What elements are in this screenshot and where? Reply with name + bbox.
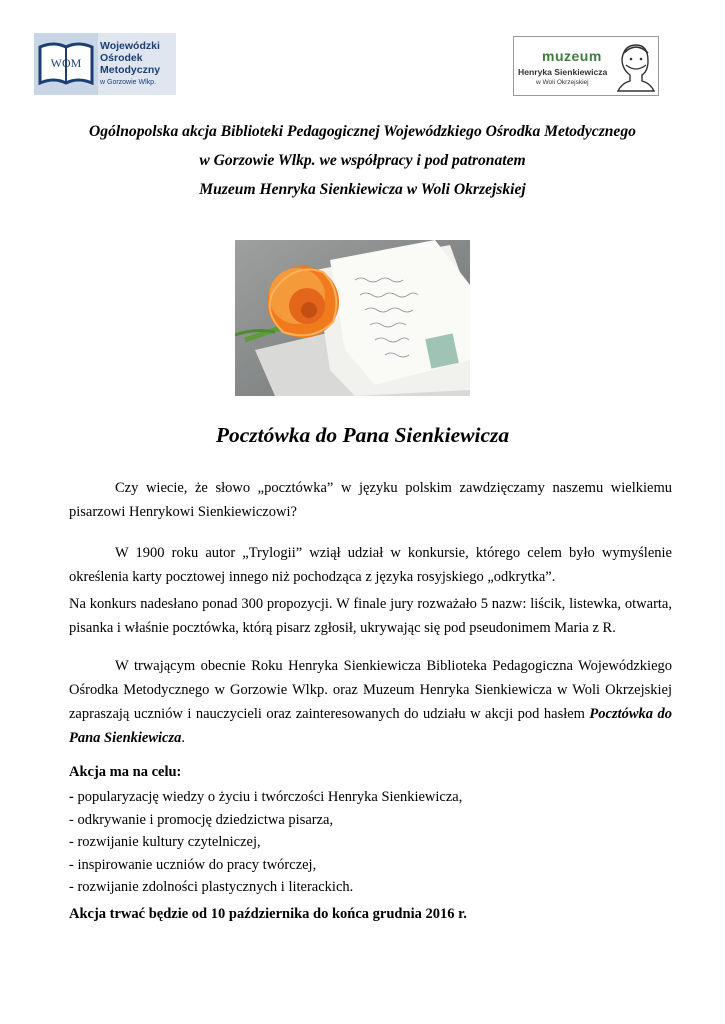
muzeum-city: w Woli Okrzejskiej [536, 79, 589, 86]
list-item: - inspirowanie uczniów do pracy twórczej, [69, 856, 317, 873]
list-item: - odkrywanie i promocję dziedzictwa pisarza, [69, 811, 334, 828]
muzeum-logo [513, 36, 659, 96]
invitation-end: . [181, 730, 186, 746]
wom-name-line: Wojewódzki [100, 40, 160, 52]
list-item [69, 786, 462, 809]
header-line: w Gorzowie Wlkp. we współpracy i pod patronatem [199, 152, 526, 169]
portrait-icon [612, 39, 656, 93]
header-line: Muzeum Henryka Sienkiewicza w Woli Okrzejskiej [199, 181, 526, 198]
postcard-flower-photo [235, 240, 470, 396]
campaign-name: Pocztówka do Pana Sienkiewicza [69, 706, 672, 746]
wom-name-line: Ośrodek [100, 52, 143, 64]
wom-logo [34, 33, 176, 95]
list-item: - rozwijanie kultury czytelniczej, [69, 834, 261, 850]
paragraph-intro: Czy wiecie, że słowo „pocztówka” w języku polskim zawdzięczamy naszemu wielkiemu pisarzowi Henrykowi Sienkiewiczowi? [69, 480, 672, 520]
paragraph-invitation [69, 654, 672, 750]
wom-name [100, 40, 176, 76]
header [40, 117, 685, 204]
list-item-text: popularyzację wiedzy o życiu i twórczości Henryka Sienkiewicza, [73, 789, 463, 805]
invitation-text: W trwającym obecnie Roku Henryka Sienkiewicza Biblioteka Pedagogiczna Wojewódzkiego Ośrodka Metodycznego w Gorzowie Wlkp. oraz Muzeum Henryka Sienkiewicza w Woli Okrzejskiej zapraszają uczniów i nauczycieli oraz zainteresowanych do udziału w akcji pod hasłem [69, 658, 672, 722]
goals-heading: Akcja ma na celu: [69, 764, 182, 780]
paragraph-contest: Na konkurs nadesłano ponad 300 propozycji. W finale jury rozważało 5 nazw: liścik, listewka, otwarta, pisanka i właśnie pocztówka, którą pisarz zgłosił, ukrywając się pod pseudonimem Maria z R. [69, 596, 672, 636]
list-item: - rozwijanie zdolności plastycznych i literackich. [69, 879, 354, 895]
header-line: Ogólnopolska akcja Biblioteki Pedagogicznej Wojewódzkiego Ośrodka Metodycznego [89, 123, 636, 140]
muzeum-word: muzeum [542, 48, 602, 64]
campaign-dates: Akcja trwać będzie od 10 października do końca grudnia 2016 r. [69, 906, 467, 922]
muzeum-name: Henryka Sienkiewicza [518, 67, 608, 77]
wom-city: w Gorzowie Wlkp. [100, 79, 157, 86]
page-title: Pocztówka do Pana Sienkiewicza [215, 423, 510, 447]
wom-name-line: Metodyczny [100, 64, 161, 76]
goals-list [69, 786, 462, 899]
wom-abbr: WOM [50, 56, 82, 70]
paragraph-history: W 1900 roku autor „Trylogii” wziął udział w konkursie, którego celem było wymyślenie określenia karty pocztowej innego niż pochodząca z języka rosyjskiego „odkrytka”. [69, 545, 672, 585]
list-dash: - [69, 789, 74, 805]
